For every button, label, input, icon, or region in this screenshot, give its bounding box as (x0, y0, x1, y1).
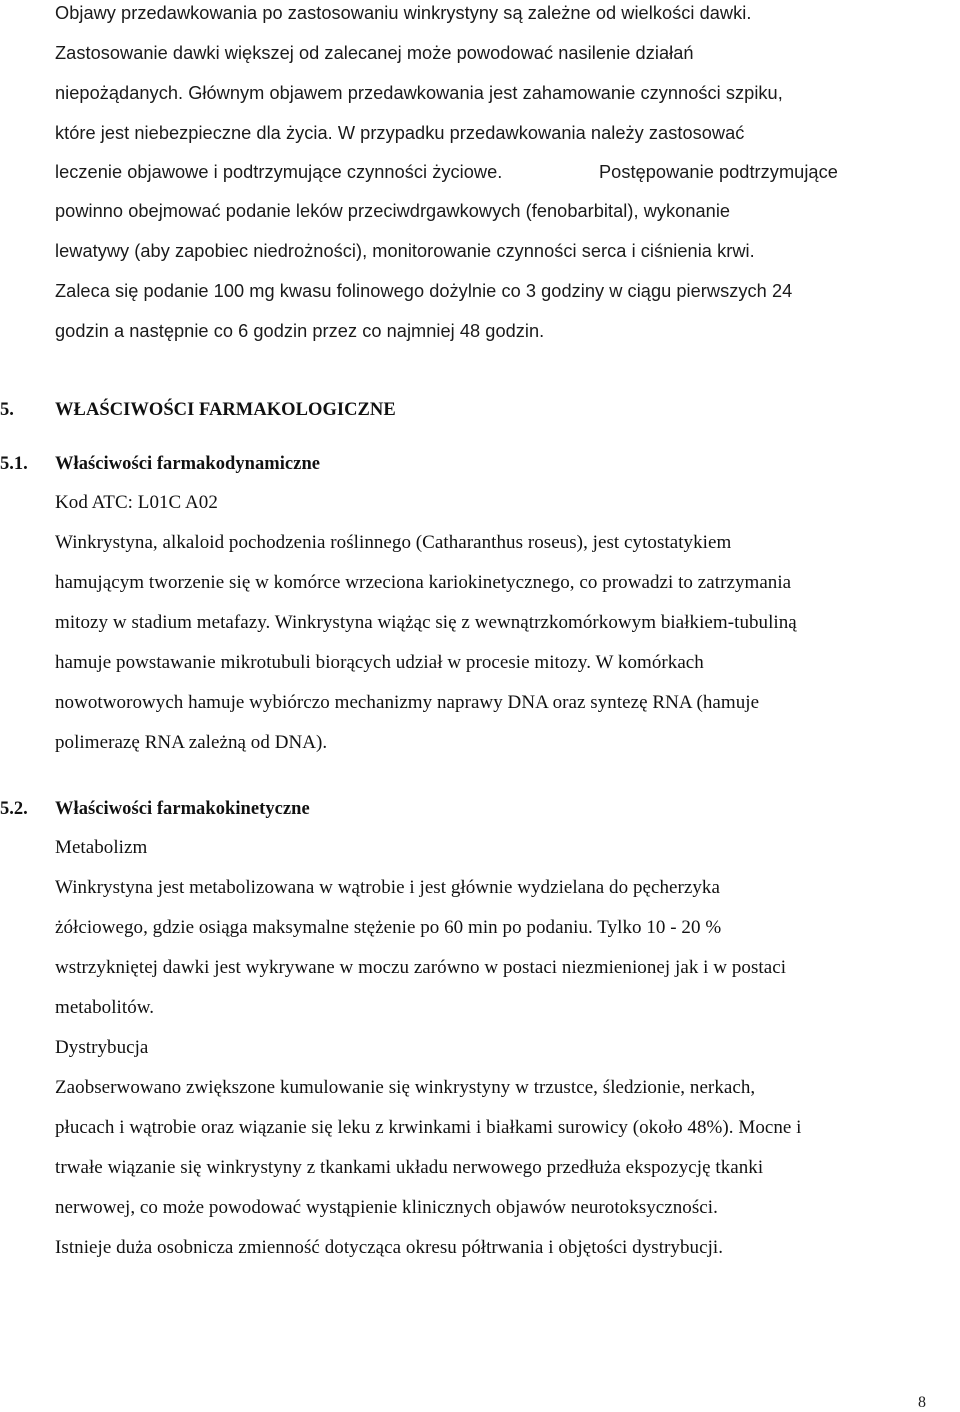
paragraph-line: Objawy przedawkowania po zastosowaniu winkrystyny są zależne od wielkości dawki. (55, 3, 752, 23)
paragraph-line: Winkrystyna, alkaloid pochodzenia roślinnego (Catharanthus roseus), jest cytostatykiem (55, 532, 732, 553)
page-number: 8 (918, 1394, 926, 1411)
paragraph-line: Zaobserwowano zwiększone kumulowanie się winkrystyny w trzustce, śledzionie, nerkach, (55, 1077, 756, 1098)
paragraph-line: lewatywy (aby zapobiec niedrożności), monitorowanie czynności serca i ciśnienia krwi. (55, 241, 755, 261)
paragraph-line: polimerazę RNA zależną od DNA). (55, 732, 328, 753)
paragraph-line: powinno obejmować podanie leków przeciwdrgawkowych (fenobarbital), wykonanie (55, 201, 731, 221)
paragraph-line: nerwowej, co może powodować wystąpienie klinicznych objawów neurotoksyczności. (55, 1197, 718, 1218)
paragraph-line: Zastosowanie dawki większej od zalecanej może powodować nasilenie działań (55, 43, 694, 63)
paragraph-line: leczenie objawowe i podtrzymujące czynności życiowe. (55, 162, 503, 182)
section-number: 5. (0, 400, 14, 420)
paragraph-line: mitozy w stadium metafazy. Winkrystyna wiążąc się z wewnątrzkomórkowym białkiem-tubuliną (55, 612, 797, 633)
paragraph-line: metabolitów. (55, 997, 155, 1018)
paragraph-line: wstrzykniętej dawki jest wykrywane w moczu zarówno w postaci niezmienionej jak i w postaci (55, 957, 787, 978)
subsection-heading: Metabolizm (55, 837, 148, 858)
subsection-heading: Dystrybucja (55, 1037, 149, 1058)
section-title: WŁAŚCIWOŚCI FARMAKOLOGICZNE (55, 400, 396, 420)
paragraph-line: hamuje powstawanie mikrotubuli biorących udział w procesie mitozy. W komórkach (55, 652, 704, 673)
paragraph-line: płucach i wątrobie oraz wiązanie się leku z krwinkami i białkami surowicy (około 48%). Mocne i (55, 1117, 802, 1138)
paragraph-line: Winkrystyna jest metabolizowana w wątrobie i jest głównie wydzielana do pęcherzyka (55, 877, 720, 898)
paragraph-line: niepożądanych. Głównym objawem przedawkowania jest zahamowanie czynności szpiku, (55, 83, 783, 103)
section-number: 5.1. (0, 454, 28, 474)
section-number: 5.2. (0, 799, 28, 819)
paragraph-line: Postępowanie podtrzymujące (599, 162, 838, 182)
atc-code: Kod ATC: L01C A02 (55, 492, 218, 513)
paragraph-line: które jest niebezpieczne dla życia. W przypadku przedawkowania należy zastosować (55, 123, 745, 143)
paragraph-line: hamującym tworzenie się w komórce wrzeciona kariokinetycznego, co prowadzi to zatrzymania (55, 572, 792, 593)
paragraph-line: Istnieje duża osobnicza zmienność dotycząca okresu półtrwania i objętości dystrybucji. (55, 1237, 724, 1258)
paragraph-line: żółciowego, gdzie osiąga maksymalne stężenie po 60 min po podaniu. Tylko 10 - 20 % (55, 917, 722, 938)
paragraph-line: nowotworowych hamuje wybiórczo mechanizmy naprawy DNA oraz syntezę RNA (hamuje (55, 692, 760, 713)
paragraph-line: trwałe wiązanie się winkrystyny z tkankami układu nerwowego przedłuża ekspozycję tkanki (55, 1157, 764, 1178)
paragraph-line: godzin a następnie co 6 godzin przez co najmniej 48 godzin. (55, 321, 545, 341)
section-title: Właściwości farmakokinetyczne (55, 799, 310, 819)
section-title: Właściwości farmakodynamiczne (55, 454, 321, 474)
paragraph-line: Zaleca się podanie 100 mg kwasu folinowego dożylnie co 3 godziny w ciągu pierwszych 24 (55, 281, 793, 301)
